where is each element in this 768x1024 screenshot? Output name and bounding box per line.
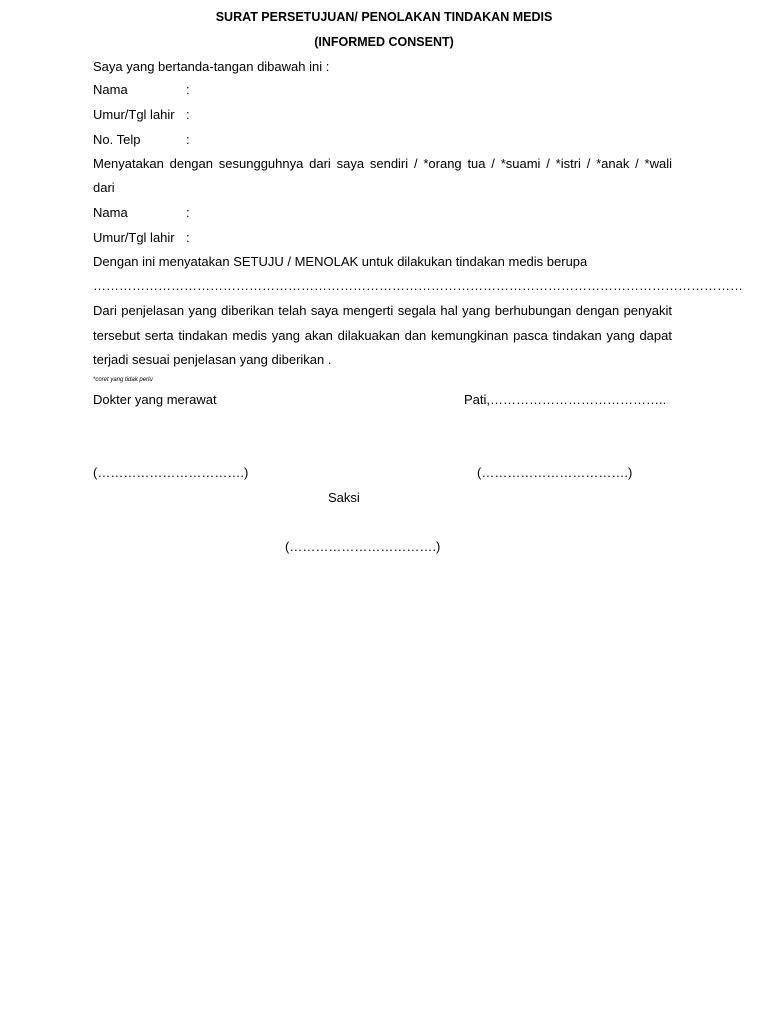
field-colon: : xyxy=(186,230,190,245)
place-date: Pati,………………………………….. xyxy=(464,392,667,407)
field-label: Umur/Tgl lahir xyxy=(93,107,175,122)
statement-line-1: Menyatakan dengan sesungguhnya dari saya sendiri / *orang tua / *suami / *istri / *anak / *wali xyxy=(93,156,672,171)
field-label: No. Telp xyxy=(93,132,141,147)
doctor-label: Dokter yang merawat xyxy=(93,392,217,407)
doctor-signature-line: (…………………………….) xyxy=(93,465,249,480)
witness-label: Saksi xyxy=(328,490,360,505)
field-colon: : xyxy=(186,132,190,147)
field-phone-self xyxy=(93,132,190,148)
explanation-line-3: terjadi sesuai penjelasan yang diberikan . xyxy=(93,352,332,367)
field-label: Nama xyxy=(93,205,128,220)
explanation-line-2: tersebut serta tindakan medis yang akan dilakuakan dan kemungkinan pasca tindakan yang dapat xyxy=(93,328,672,343)
form-subtitle: (INFORMED CONSENT) xyxy=(314,35,454,49)
field-name-self xyxy=(93,82,190,98)
explanation-line-1: Dari penjelasan yang diberikan telah saya mengerti segala hal yang berhubungan dengan penyakit xyxy=(93,303,672,318)
footnote: *coret yang tidak perlu xyxy=(93,377,153,383)
field-colon: : xyxy=(186,107,190,122)
field-name-patient xyxy=(93,205,190,221)
field-colon: : xyxy=(186,205,190,220)
form-title: SURAT PERSETUJUAN/ PENOLAKAN TINDAKAN MEDIS xyxy=(215,10,553,24)
field-age-patient xyxy=(93,230,190,246)
field-label: Nama xyxy=(93,82,128,97)
witness-signature-line: (…………………………….) xyxy=(285,539,441,554)
statement-line-2: dari xyxy=(93,180,115,195)
procedure-blank-line: …………………………………………………………………………………………………………………………………… xyxy=(93,278,743,293)
intro-text: Saya yang bertanda-tangan dibawah ini : xyxy=(93,59,330,74)
patient-signature-line: (…………………………….) xyxy=(477,465,633,480)
field-age-self xyxy=(93,107,190,123)
field-colon: : xyxy=(186,82,190,97)
consent-statement: Dengan ini menyatakan SETUJU / MENOLAK untuk dilakukan tindakan medis berupa xyxy=(93,254,588,269)
field-label: Umur/Tgl lahir xyxy=(93,230,175,245)
